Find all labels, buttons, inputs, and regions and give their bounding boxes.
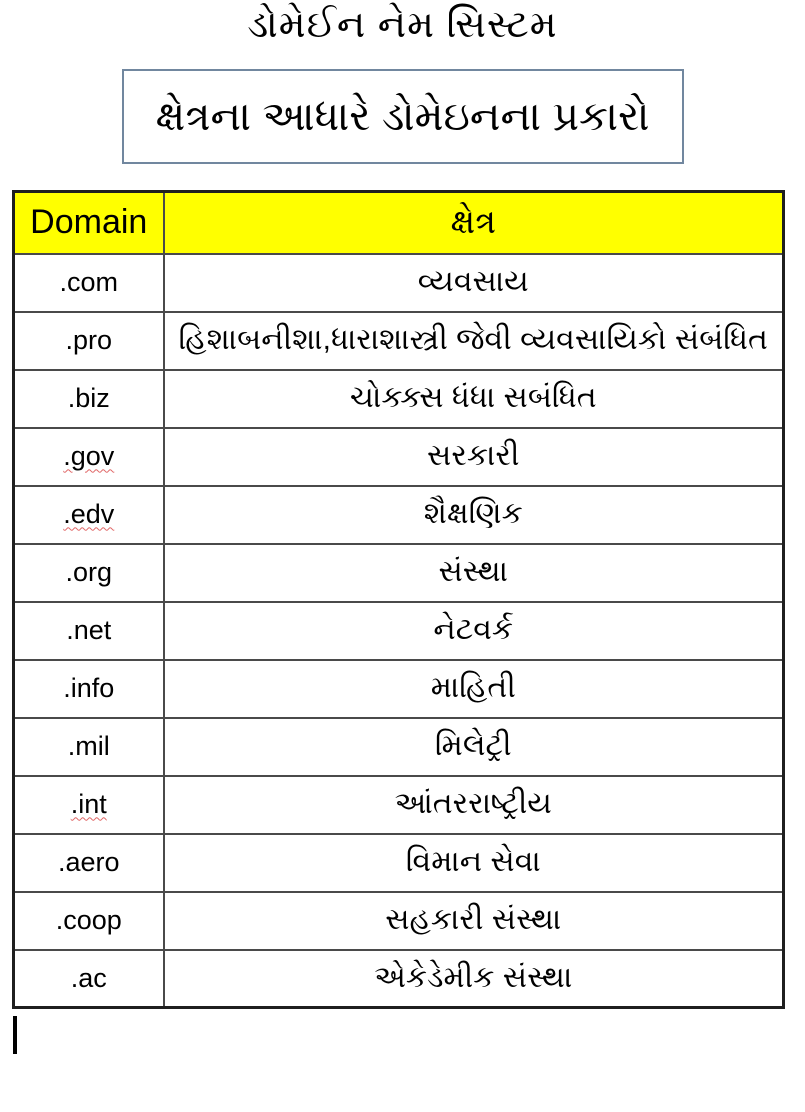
domain-cell [14, 834, 164, 892]
domain-label: .coop [55, 904, 122, 935]
field-label: માહિતી [430, 671, 516, 705]
table-header-row [14, 192, 784, 254]
column-header-domain: Domain [14, 192, 164, 254]
domain-cell [14, 486, 164, 544]
field-label: સરકારી [427, 439, 520, 473]
table-row [14, 892, 784, 950]
domain-cell [14, 254, 164, 312]
domain-label: .com [59, 266, 118, 297]
domain-cell [14, 544, 164, 602]
domain-table-body [14, 254, 784, 1008]
field-label: સહકારી સંસ્થા [385, 903, 562, 937]
subtitle-text: ક્ષેત્રના આધારે ડોમેઇનના પ્રકારો [155, 92, 650, 139]
field-label: વ્યવસાય [417, 265, 529, 299]
field-label: ચોક્ક્સ ધંધા સબંધિત [349, 381, 597, 415]
table-row [14, 950, 784, 1008]
domain-cell [14, 718, 164, 776]
field-cell [164, 718, 784, 776]
table-row [14, 776, 784, 834]
table-row [14, 254, 784, 312]
field-cell [164, 602, 784, 660]
field-cell [164, 428, 784, 486]
column-header-field: ક્ષેત્ર [164, 192, 784, 254]
table-row [14, 312, 784, 370]
text-cursor [13, 1016, 17, 1054]
field-label: વિમાન સેવા [405, 845, 541, 879]
domain-cell [14, 370, 164, 428]
document-title: ડોમેઈન નેમ સિસ્ટમ [247, 4, 558, 46]
table-row [14, 428, 784, 486]
domain-label: .mil [67, 730, 110, 761]
field-cell [164, 544, 784, 602]
domain-label: .info [63, 672, 115, 703]
table-row [14, 602, 784, 660]
field-cell [164, 486, 784, 544]
field-cell [164, 660, 784, 718]
table-row [14, 544, 784, 602]
domain-cell [14, 660, 164, 718]
field-cell [164, 312, 784, 370]
table-row [14, 660, 784, 718]
domain-cell [14, 428, 164, 486]
domain-label: .pro [65, 324, 113, 355]
domain-table [12, 190, 785, 1009]
field-cell [164, 892, 784, 950]
domain-label: .net [66, 614, 112, 645]
field-cell [164, 254, 784, 312]
domain-label: .aero [57, 846, 120, 877]
field-label: આંતરરાષ્ટ્રીય [394, 787, 552, 821]
table-row [14, 370, 784, 428]
field-cell [164, 834, 784, 892]
table-row [14, 834, 784, 892]
domain-cell [14, 776, 164, 834]
domain-label: .org [65, 556, 113, 587]
field-label: હિશાબનીશા,ધારાશાસ્ત્રી જેવી વ્યવસાયિકો સંબંધિત [178, 323, 768, 357]
subtitle-box [122, 69, 684, 164]
table-row [14, 486, 784, 544]
domain-label: .biz [67, 382, 110, 413]
domain-cell [14, 892, 164, 950]
field-cell [164, 776, 784, 834]
field-label: નેટવર્ક [433, 613, 514, 647]
domain-label: .ac [70, 962, 107, 993]
field-cell [164, 370, 784, 428]
field-cell [164, 950, 784, 1008]
domain-label: .edv [63, 498, 115, 529]
field-label: એકેડેમીક સંસ્થા [374, 961, 573, 994]
domain-label: .gov [63, 440, 115, 471]
field-label: શૈક્ષણિક [423, 497, 523, 531]
domain-cell [14, 602, 164, 660]
table-row [14, 718, 784, 776]
domain-label: .int [70, 788, 107, 819]
domain-cell [14, 950, 164, 1008]
field-label: સંસ્થા [438, 555, 508, 589]
domain-cell [14, 312, 164, 370]
field-label: મિલેટ્રી [434, 729, 512, 763]
